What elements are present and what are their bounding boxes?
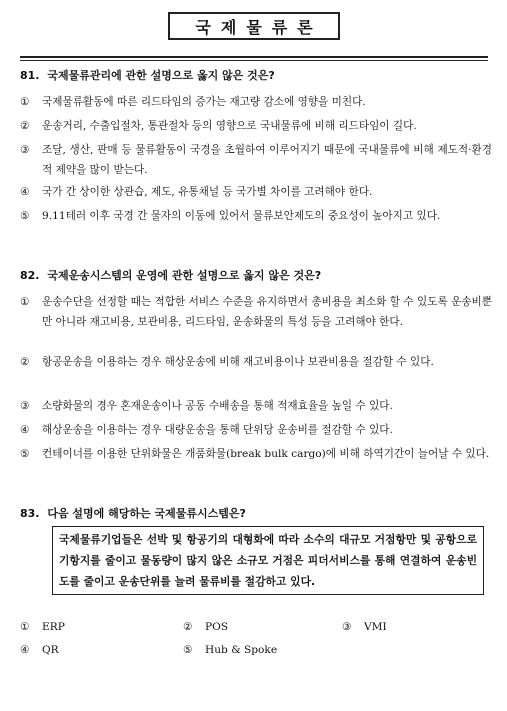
question-text: 국제운송시스템의 운영에 관한 설명으로 옳지 않은 것은? xyxy=(47,269,322,282)
option-text: 국가 간 상이한 상관습, 제도, 유통채널 등 국가별 차이를 고려해야 한다. xyxy=(42,186,373,198)
option-82-5[interactable] xyxy=(20,444,492,464)
option-text: 운송수단을 선정할 때는 적합한 서비스 수준을 유지하면서 총비용을 최소화 할 수 있도록 운송비뿐만 아니라 재고비용, 보관비용, 리드타임, 운송화물의 특성 등을 고려해야 한다. xyxy=(42,296,492,328)
option-text: Hub & Spoke xyxy=(205,644,278,656)
option-text: 국제물류활동에 따른 리드타임의 증가는 재고량 감소에 영향을 미친다. xyxy=(42,96,366,108)
question-number: 82. xyxy=(20,269,40,282)
option-83-5[interactable] xyxy=(183,640,277,660)
question-text: 국제물류관리에 관한 설명으로 옳지 않은 것은? xyxy=(47,69,275,82)
option-mark: ① xyxy=(20,621,30,633)
option-mark: ④ xyxy=(20,424,30,436)
option-text: 조달, 생산, 판매 등 물류활동이 국경을 초월하여 이루어지기 때문에 국내물류에 비해 제도적·환경적 제약을 많이 받는다. xyxy=(42,144,492,176)
question-number: 81. xyxy=(20,69,40,82)
option-mark: ③ xyxy=(20,400,30,412)
option-mark: ① xyxy=(20,296,30,308)
option-text: 해상운송을 이용하는 경우 대량운송을 통해 단위당 운송비를 절감할 수 있다. xyxy=(42,424,393,436)
option-82-1[interactable] xyxy=(20,292,492,332)
option-mark: ④ xyxy=(20,644,30,656)
option-83-4[interactable] xyxy=(20,640,59,660)
option-text: 9.11테러 이후 국경 간 물자의 이동에 있어서 물류보안제도의 중요성이 높아지고 있다. xyxy=(42,210,441,222)
header-rule-bottom xyxy=(20,60,488,61)
option-mark: ③ xyxy=(342,621,352,633)
header-rule-top xyxy=(20,56,488,58)
option-text: QR xyxy=(42,644,59,656)
question-82 xyxy=(20,268,490,284)
option-text: VMI xyxy=(364,621,387,633)
option-mark: ② xyxy=(20,120,30,132)
question-83 xyxy=(20,506,490,522)
option-mark: ⑤ xyxy=(20,448,30,460)
option-text: 컨테이너를 이용한 단위화물은 개품화물(break bulk cargo)에 비해 하역기간이 늘어날 수 있다. xyxy=(42,448,490,460)
option-81-4[interactable] xyxy=(20,182,492,202)
option-mark: ② xyxy=(183,621,193,633)
option-text: POS xyxy=(205,621,229,633)
option-text: 운송거리, 수출입절차, 통관절차 등의 영향으로 국내물류에 비해 리드타임이 길다. xyxy=(42,120,417,132)
option-mark: ② xyxy=(20,356,30,368)
option-82-2[interactable] xyxy=(20,352,492,372)
question-number: 83. xyxy=(20,507,40,520)
option-81-2[interactable] xyxy=(20,116,492,136)
option-83-2[interactable] xyxy=(183,617,228,637)
option-83-1[interactable] xyxy=(20,617,65,637)
option-mark: ③ xyxy=(20,144,30,156)
option-81-3[interactable] xyxy=(20,140,492,180)
option-82-4[interactable] xyxy=(20,420,492,440)
option-text: 소량화물의 경우 혼재운송이나 공동 수배송을 통해 적재효율을 높일 수 있다. xyxy=(42,400,393,412)
option-mark: ① xyxy=(20,96,30,108)
option-81-5[interactable] xyxy=(20,206,492,226)
option-83-3[interactable] xyxy=(342,617,387,637)
option-mark: ⑤ xyxy=(183,644,193,656)
option-text: 항공운송을 이용하는 경우 해상운송에 비해 재고비용이나 보관비용을 절감할 수 있다. xyxy=(42,356,434,368)
option-82-3[interactable] xyxy=(20,396,492,416)
question-text: 다음 설명에 해당하는 국제물류시스템은? xyxy=(47,507,246,520)
option-81-1[interactable] xyxy=(20,92,492,112)
option-mark: ④ xyxy=(20,186,30,198)
page-title: 국제물류론 xyxy=(168,12,340,40)
passage-box: 국제물류기업들은 선박 및 항공기의 대형화에 따라 소수의 대규모 거점항만 및 공항으로 기항지를 줄이고 물동량이 많지 않은 소규모 거점은 피더서비스를 통해 연결하여 운송빈도를 줄이고 운송단위를 늘려 물류비를 절감하고 있다. xyxy=(52,526,484,595)
question-81 xyxy=(20,68,490,84)
option-text: ERP xyxy=(42,621,65,633)
option-mark: ⑤ xyxy=(20,210,30,222)
